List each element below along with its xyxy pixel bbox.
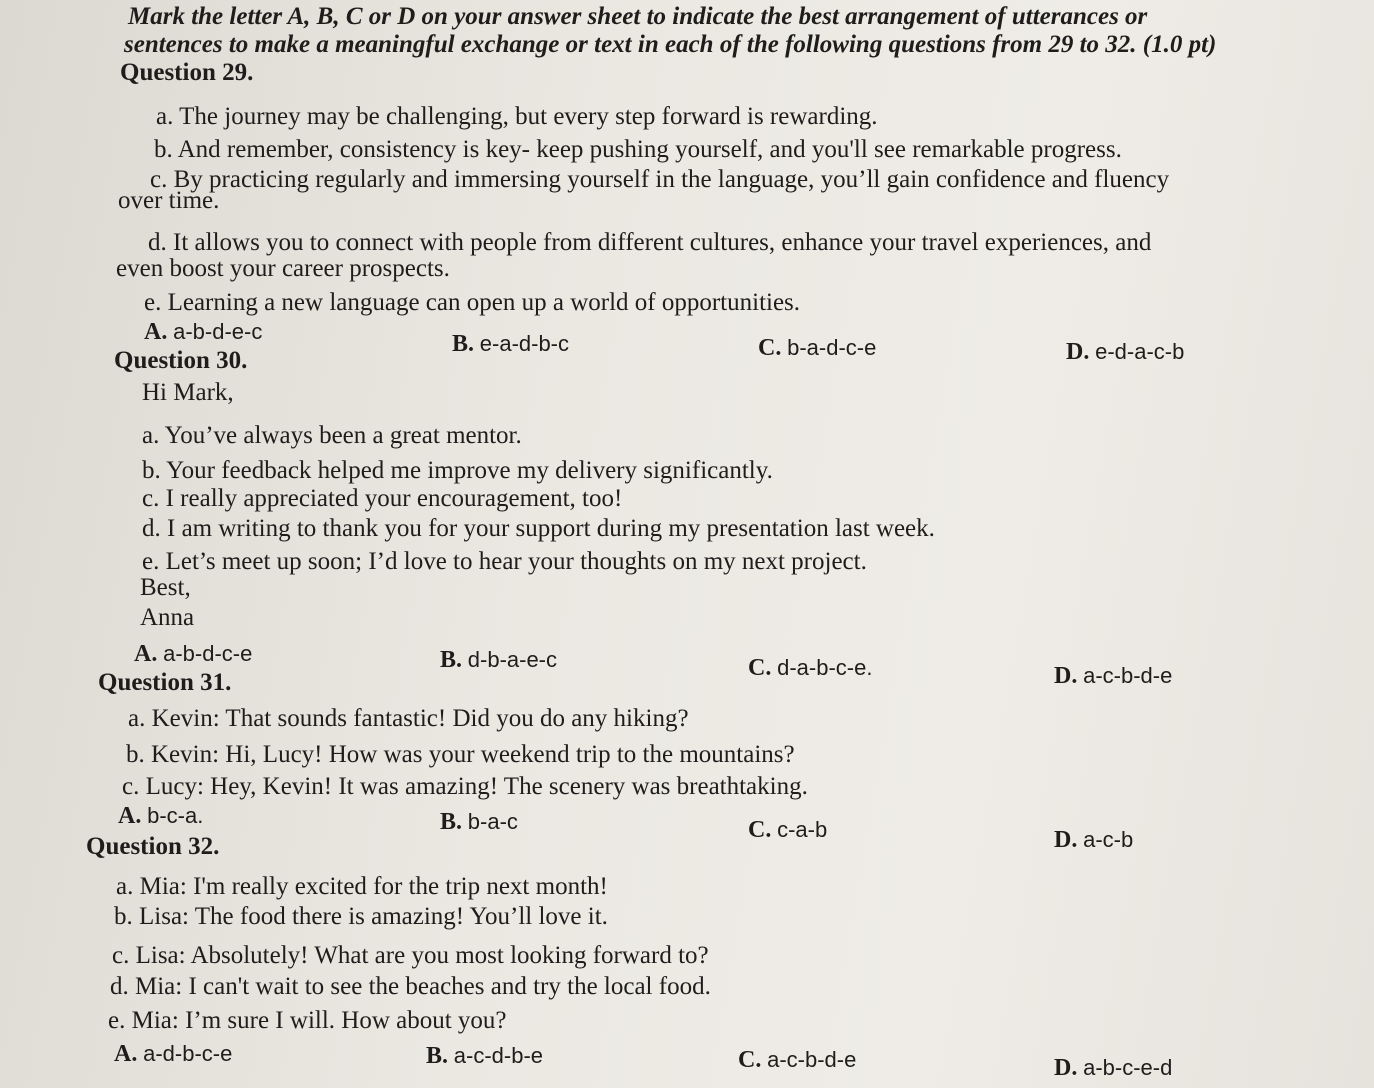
q30-sentence-d: d. I am writing to thank you for your support during my presentation last week. [142,515,935,542]
q30-signature: Anna [140,604,195,631]
q29-option-a[interactable]: A. a-b-d-e-c [144,319,263,345]
q30-sentence-e: e. Let’s meet up soon; I’d love to hear your thoughts on my next project. [142,548,867,575]
q29-sentence-d-line-2: even boost your career prospects. [116,255,450,282]
q30-sentence-c: c. I really appreciated your encouragement, too! [142,485,623,512]
instructions-line-1: Mark the letter A, B, C or D on your answer sheet to indicate the best arrangement of utterances or [128,3,1148,30]
question-30-title: Question 30. [114,347,248,374]
q29-sentence-c-line-2: over time. [118,187,220,214]
instructions-line-2: sentences to make a meaningful exchange or text in each of the following questions from 29 to 32. (1.0 pt) [124,31,1217,58]
q29-option-d[interactable]: D. e-d-a-c-b [1066,339,1185,365]
q32-option-c[interactable]: C. a-c-b-d-e [738,1047,857,1073]
q29-sentence-e: e. Learning a new language can open up a world of opportunities. [144,289,801,316]
q32-sentence-b: b. Lisa: The food there is amazing! You’ll love it. [114,903,608,930]
q32-sentence-c: c. Lisa: Absolutely! What are you most looking forward to? [112,942,709,969]
q29-sentence-c-line-1: c. By practicing regularly and immersing yourself in the language, you’ll gain confidence and fluency [150,166,1170,193]
q32-sentence-d: d. Mia: I can't wait to see the beaches and try the local food. [110,973,711,1000]
q30-sentence-a: a. You’ve always been a great mentor. [142,422,522,449]
q31-option-d[interactable]: D. a-c-b [1054,827,1134,853]
question-29-title: Question 29. [120,59,254,86]
q31-sentence-a: a. Kevin: That sounds fantastic! Did you do any hiking? [128,705,689,732]
q29-sentence-a: a. The journey may be challenging, but every step forward is rewarding. [156,103,878,130]
q31-option-a[interactable]: A. b-c-a. [118,803,204,829]
question-32-title: Question 32. [86,833,220,860]
q30-sentence-b: b. Your feedback helped me improve my delivery significantly. [142,457,773,484]
q29-sentence-d-line-1: d. It allows you to connect with people from different cultures, enhance your travel experiences, and [148,229,1152,256]
q31-sentence-c: c. Lucy: Hey, Kevin! It was amazing! The scenery was breathtaking. [122,773,808,800]
q31-sentence-b: b. Kevin: Hi, Lucy! How was your weekend trip to the mountains? [126,741,795,768]
q29-option-b[interactable]: B. e-a-d-b-c [452,331,570,357]
question-31-title: Question 31. [98,669,232,696]
q30-option-b[interactable]: B. d-b-a-e-c [440,647,558,673]
q30-closing: Best, [140,574,191,601]
q32-sentence-a: a. Mia: I'm really excited for the trip next month! [116,873,608,900]
q32-sentence-e: e. Mia: I’m sure I will. How about you? [108,1007,507,1034]
q32-option-a[interactable]: A. a-d-b-c-e [114,1041,233,1067]
q29-option-c[interactable]: C. b-a-d-c-e [758,335,877,361]
q31-option-b[interactable]: B. b-a-c [440,809,518,835]
q32-option-b[interactable]: B. a-c-d-b-e [426,1043,544,1069]
q30-option-c[interactable]: C. d-a-b-c-e. [748,655,873,681]
q32-option-d[interactable]: D. a-b-c-e-d [1054,1055,1173,1081]
q30-option-a[interactable]: A. a-b-d-c-e [134,641,253,667]
q31-option-c[interactable]: C. c-a-b [748,817,828,843]
q30-greeting: Hi Mark, [142,379,234,406]
q30-option-d[interactable]: D. a-c-b-d-e [1054,663,1173,689]
q29-sentence-b: b. And remember, consistency is key- keep pushing yourself, and you'll see remarkable progress. [154,136,1122,163]
